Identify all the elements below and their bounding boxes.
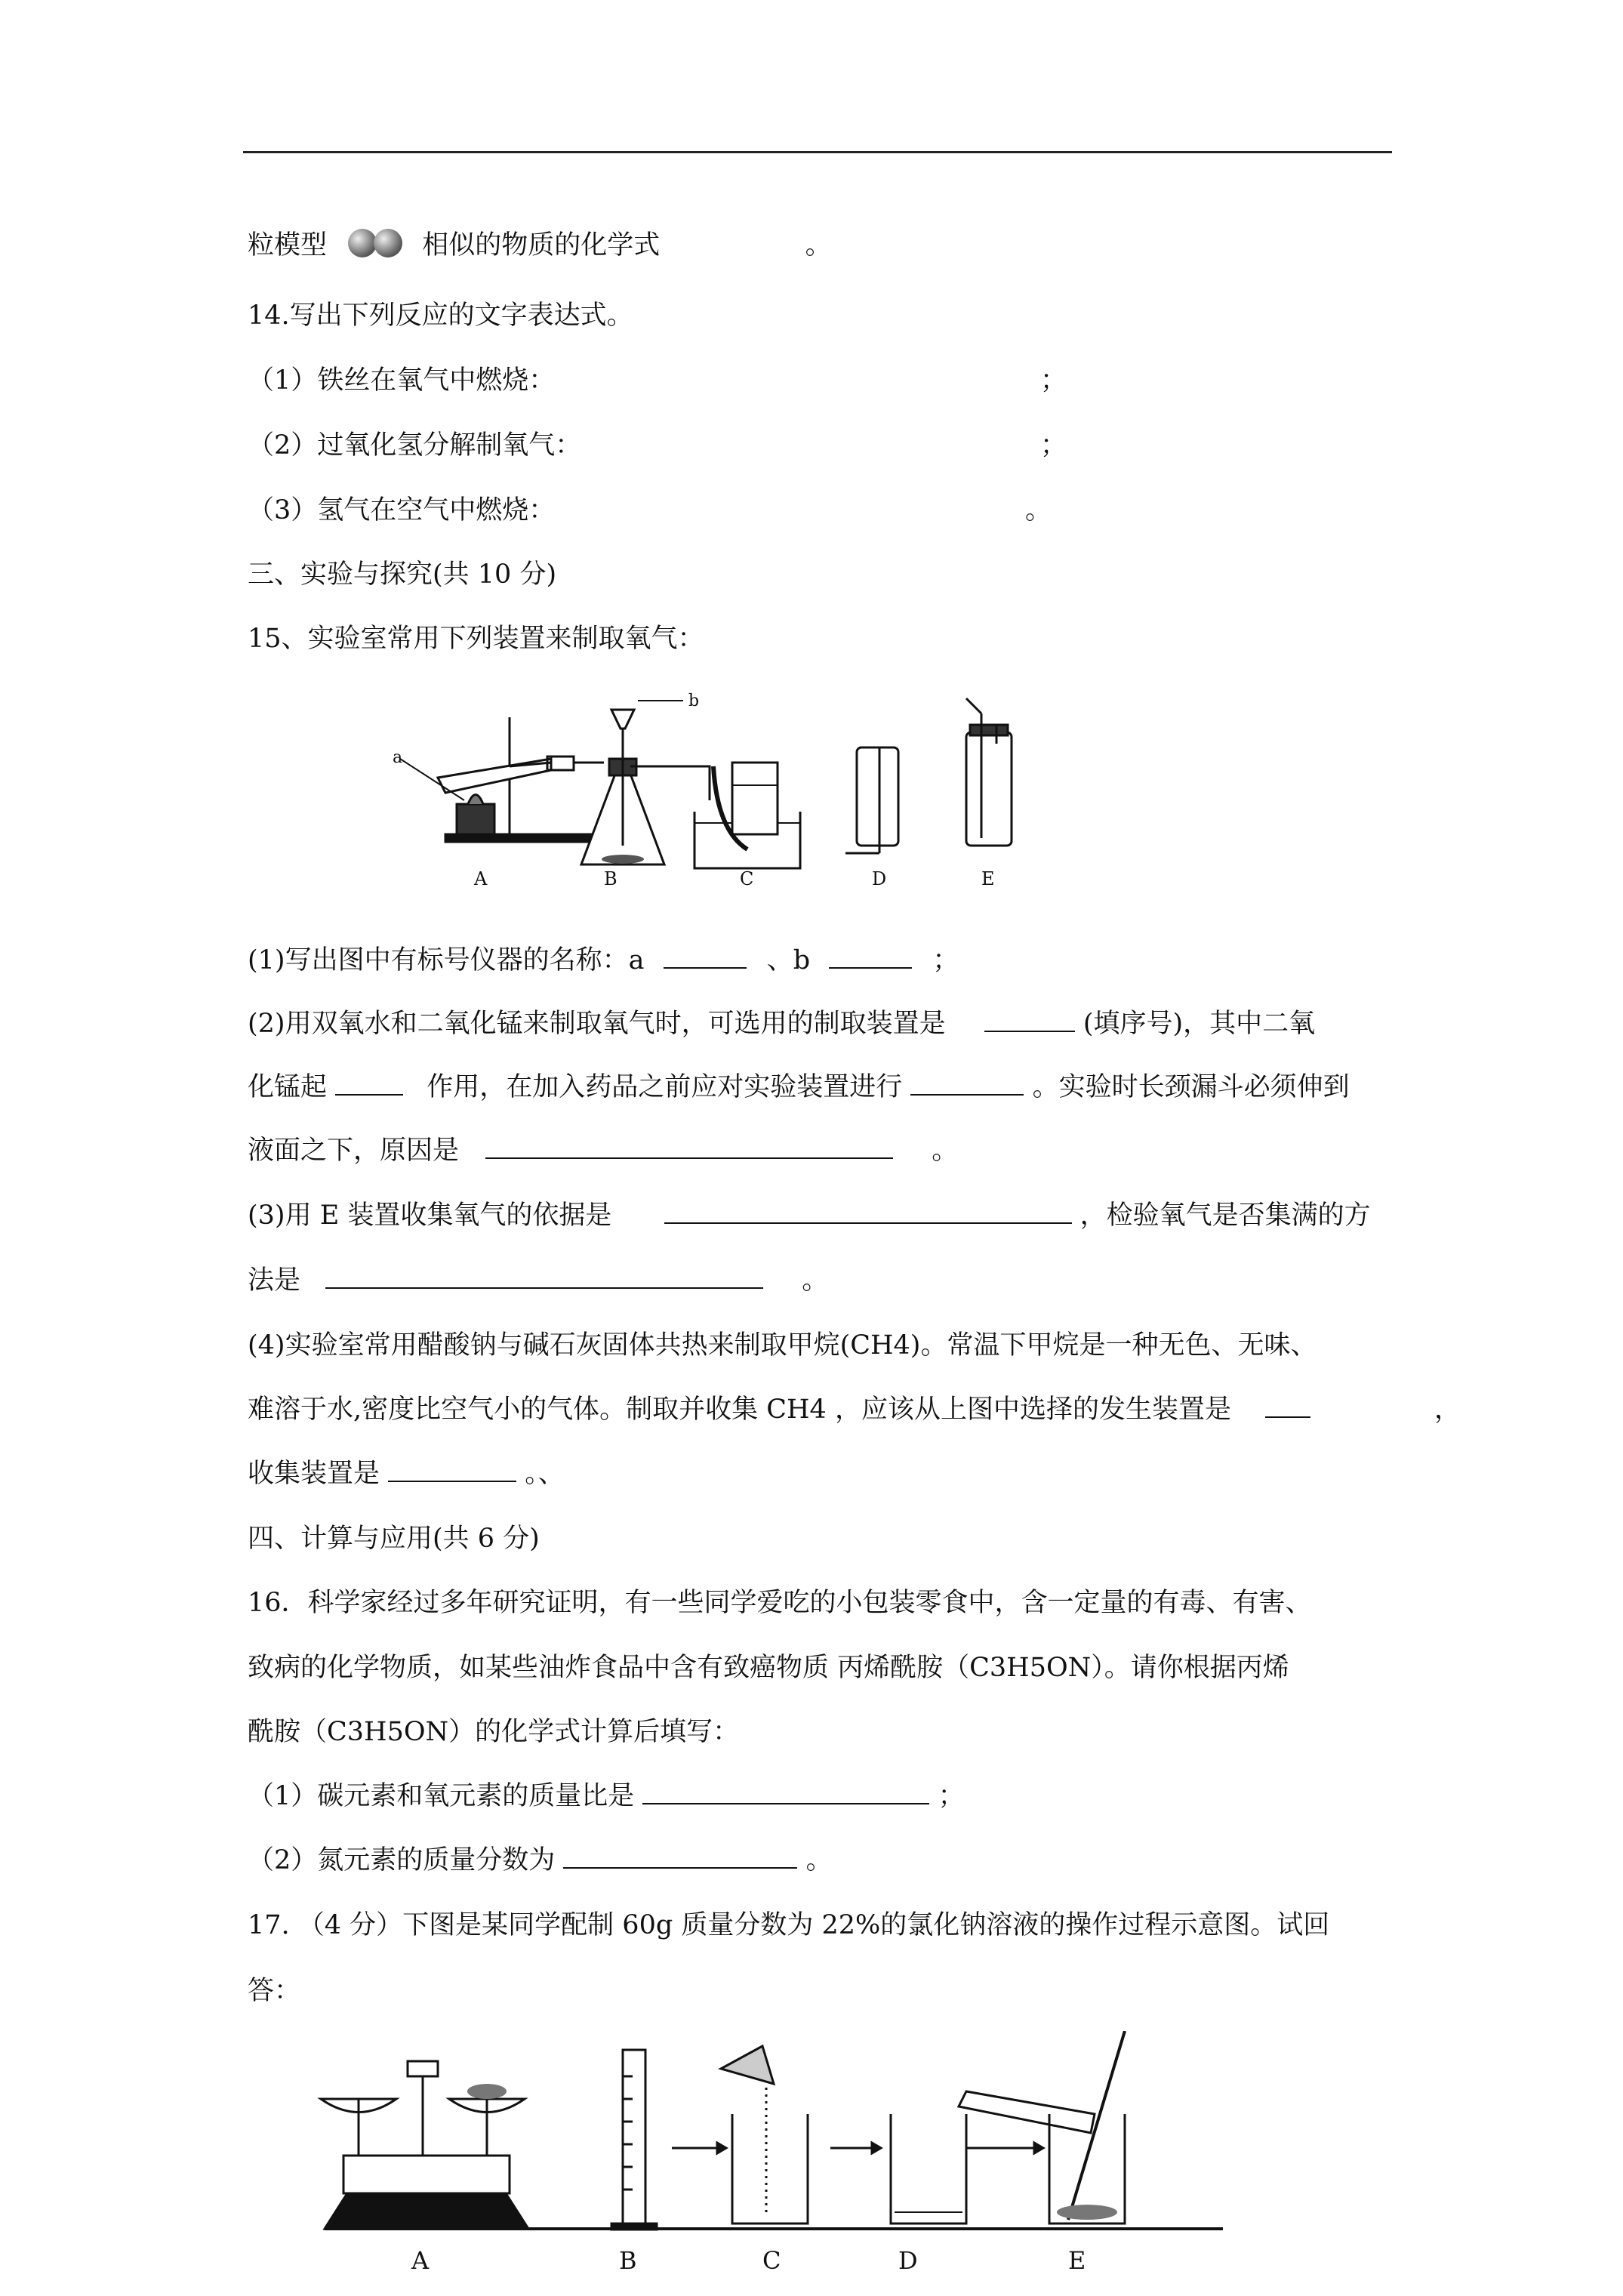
answer-blank[interactable] — [388, 1458, 516, 1482]
balance-a — [321, 2061, 528, 2229]
q17-procedure-figure — [310, 2031, 1253, 2291]
q15-label-b: B — [604, 868, 617, 889]
q15-p9-a: 收集装置是 — [248, 1459, 380, 1489]
q16-i2-text: （2）氮元素的质量分数为 — [248, 1845, 556, 1875]
q16-item-2 — [248, 1844, 833, 1877]
q14-item-3 — [248, 494, 1052, 527]
q15-title: 15、实验室常用下列装置来制取氧气： — [248, 624, 704, 654]
q17-label-d: D — [898, 2246, 918, 2275]
q15-part-1 — [248, 944, 959, 977]
particle-model-icon — [343, 228, 411, 258]
apparatus-e — [966, 698, 1012, 846]
apparatus-a — [400, 717, 604, 842]
q15-p2-b: (填序号)，其中二氧 — [1083, 1009, 1316, 1039]
answer-blank[interactable] — [325, 1265, 763, 1289]
q15-part-9 — [248, 1457, 565, 1490]
apparatus-b — [581, 701, 710, 864]
q16-line-2: 致病的化学物质，如某些油炸食品中含有致癌物质 丙烯酰胺（C3H5ON）。请你根据丙烯 — [248, 1653, 1289, 1683]
q14-item-2-end: ； — [1040, 430, 1067, 461]
answer-blank[interactable] — [563, 1845, 797, 1869]
q14-item-1 — [248, 364, 1067, 397]
q17-label-c: C — [762, 2246, 781, 2275]
q15-p5-b: ，检验氧气是否集满的方 — [1079, 1200, 1371, 1231]
q15-label-a: A — [474, 868, 488, 889]
cylinder-b — [611, 2050, 657, 2230]
q14-item-2-text: （2）过氧化氢分解制氧气： — [248, 430, 582, 461]
q13-prefix: 粒模型 — [248, 230, 328, 260]
q16-item-1 — [248, 1780, 965, 1813]
q15-p3-b: 作用，在加入药品之前应对实验装置进行 — [427, 1072, 903, 1102]
answer-blank[interactable] — [335, 1071, 403, 1096]
beaker-c — [721, 2046, 808, 2224]
q15-label-d: D — [872, 868, 887, 889]
header-rule — [243, 151, 1392, 153]
q15-p8-end: ， — [1434, 1395, 1461, 1425]
answer-blank[interactable] — [664, 945, 747, 969]
section-4-heading: 四、计算与应用(共 6 分) — [248, 1524, 540, 1554]
q15-label-c: C — [740, 868, 754, 889]
q15-p8-a: 难溶于水,密度比空气小的气体。制取并收集 CH4 ，应该从上图中选择的发生装置是 — [248, 1395, 1231, 1425]
q15-p3-a: 化锰起 — [248, 1072, 328, 1102]
q15-p3-c: 。实验时长颈漏斗必须伸到 — [1032, 1072, 1350, 1102]
q15-part-8 — [248, 1393, 1461, 1426]
q17-line-1: 17. （4 分）下图是某同学配制 60g 质量分数为 22%的氯化钠溶液的操作过程示意图。试回 — [248, 1910, 1330, 1940]
q15-p4-a: 液面之下，原因是 — [248, 1136, 460, 1166]
q14-item-3-end: 。 — [1025, 495, 1052, 525]
answer-blank[interactable] — [642, 1780, 929, 1804]
q15-apparatus-figure — [377, 687, 1057, 894]
answer-blank[interactable] — [829, 945, 912, 969]
q17-line-2: 答： — [248, 1976, 301, 2006]
q15-mark-a: a — [393, 748, 403, 767]
apparatus-d — [845, 747, 898, 853]
q15-p5-a: (3)用 E 装置收集氧气的依据是 — [248, 1200, 612, 1231]
q14-item-1-end: ； — [1040, 365, 1067, 396]
q15-label-e: E — [981, 868, 995, 889]
q16-i1-text: （1）碳元素和氧元素的质量比是 — [248, 1781, 635, 1811]
q13-suffix: 相似的物质的化学式 — [422, 230, 661, 260]
q14-item-3-text: （3）氢气在空气中燃烧： — [248, 495, 556, 525]
q14-item-1-text: （1）铁丝在氧气中燃烧： — [248, 365, 556, 396]
answer-blank[interactable] — [910, 1071, 1024, 1096]
q16-i2-end: 。 — [805, 1845, 833, 1875]
q15-part-3 — [248, 1071, 1350, 1104]
q15-p2-a: (2)用双氧水和二氧化锰来制取氧气时，可选用的制取装置是 — [248, 1009, 946, 1039]
answer-blank[interactable] — [984, 1008, 1075, 1032]
beaker-d — [891, 2114, 966, 2224]
q13-end: 。 — [805, 230, 832, 260]
answer-blank[interactable] — [1265, 1394, 1310, 1418]
q15-part-6 — [248, 1264, 828, 1297]
q16-line-3: 酰胺（C3H5ON）的化学式计算后填写： — [248, 1717, 740, 1747]
q15-part-2 — [248, 1007, 1315, 1040]
q15-part-7: (4)实验室常用醋酸钠与碱石灰固体共热来制取甲烷(CH4)。常温下甲烷是一种无色、无味、 — [248, 1330, 1317, 1361]
q15-part-5 — [248, 1199, 1371, 1232]
q15-p4-end: 。 — [932, 1136, 959, 1166]
q15-mark-b: b — [688, 692, 700, 710]
section-3-heading: 三、实验与探究(共 10 分) — [248, 559, 557, 590]
answer-blank[interactable] — [485, 1135, 893, 1159]
q14-item-2 — [248, 429, 1067, 462]
answer-blank[interactable] — [664, 1200, 1072, 1224]
q15-p9-end: 。、 — [525, 1459, 565, 1489]
q15-p6-end: 。 — [802, 1265, 829, 1296]
q16-i1-end: ； — [938, 1781, 965, 1811]
q16-line-1: 16．科学家经过多年研究证明，有一些同学爱吃的小包装零食中，含一定量的有毒、有害、 — [248, 1588, 1312, 1618]
q14-title: 14.写出下列反应的文字表达式。 — [248, 300, 633, 331]
q15-p1-mid: 、b — [766, 945, 811, 975]
q15-p1-text: (1)写出图中有标号仪器的名称：a — [248, 945, 645, 975]
q17-label-a: A — [411, 2246, 430, 2275]
q15-p1-end: ； — [932, 945, 959, 975]
q17-label-b: B — [619, 2246, 637, 2275]
q13-tail-line — [248, 228, 832, 262]
q15-part-4 — [248, 1134, 958, 1167]
q17-label-e: E — [1068, 2246, 1086, 2275]
q15-p6-a: 法是 — [248, 1265, 301, 1296]
